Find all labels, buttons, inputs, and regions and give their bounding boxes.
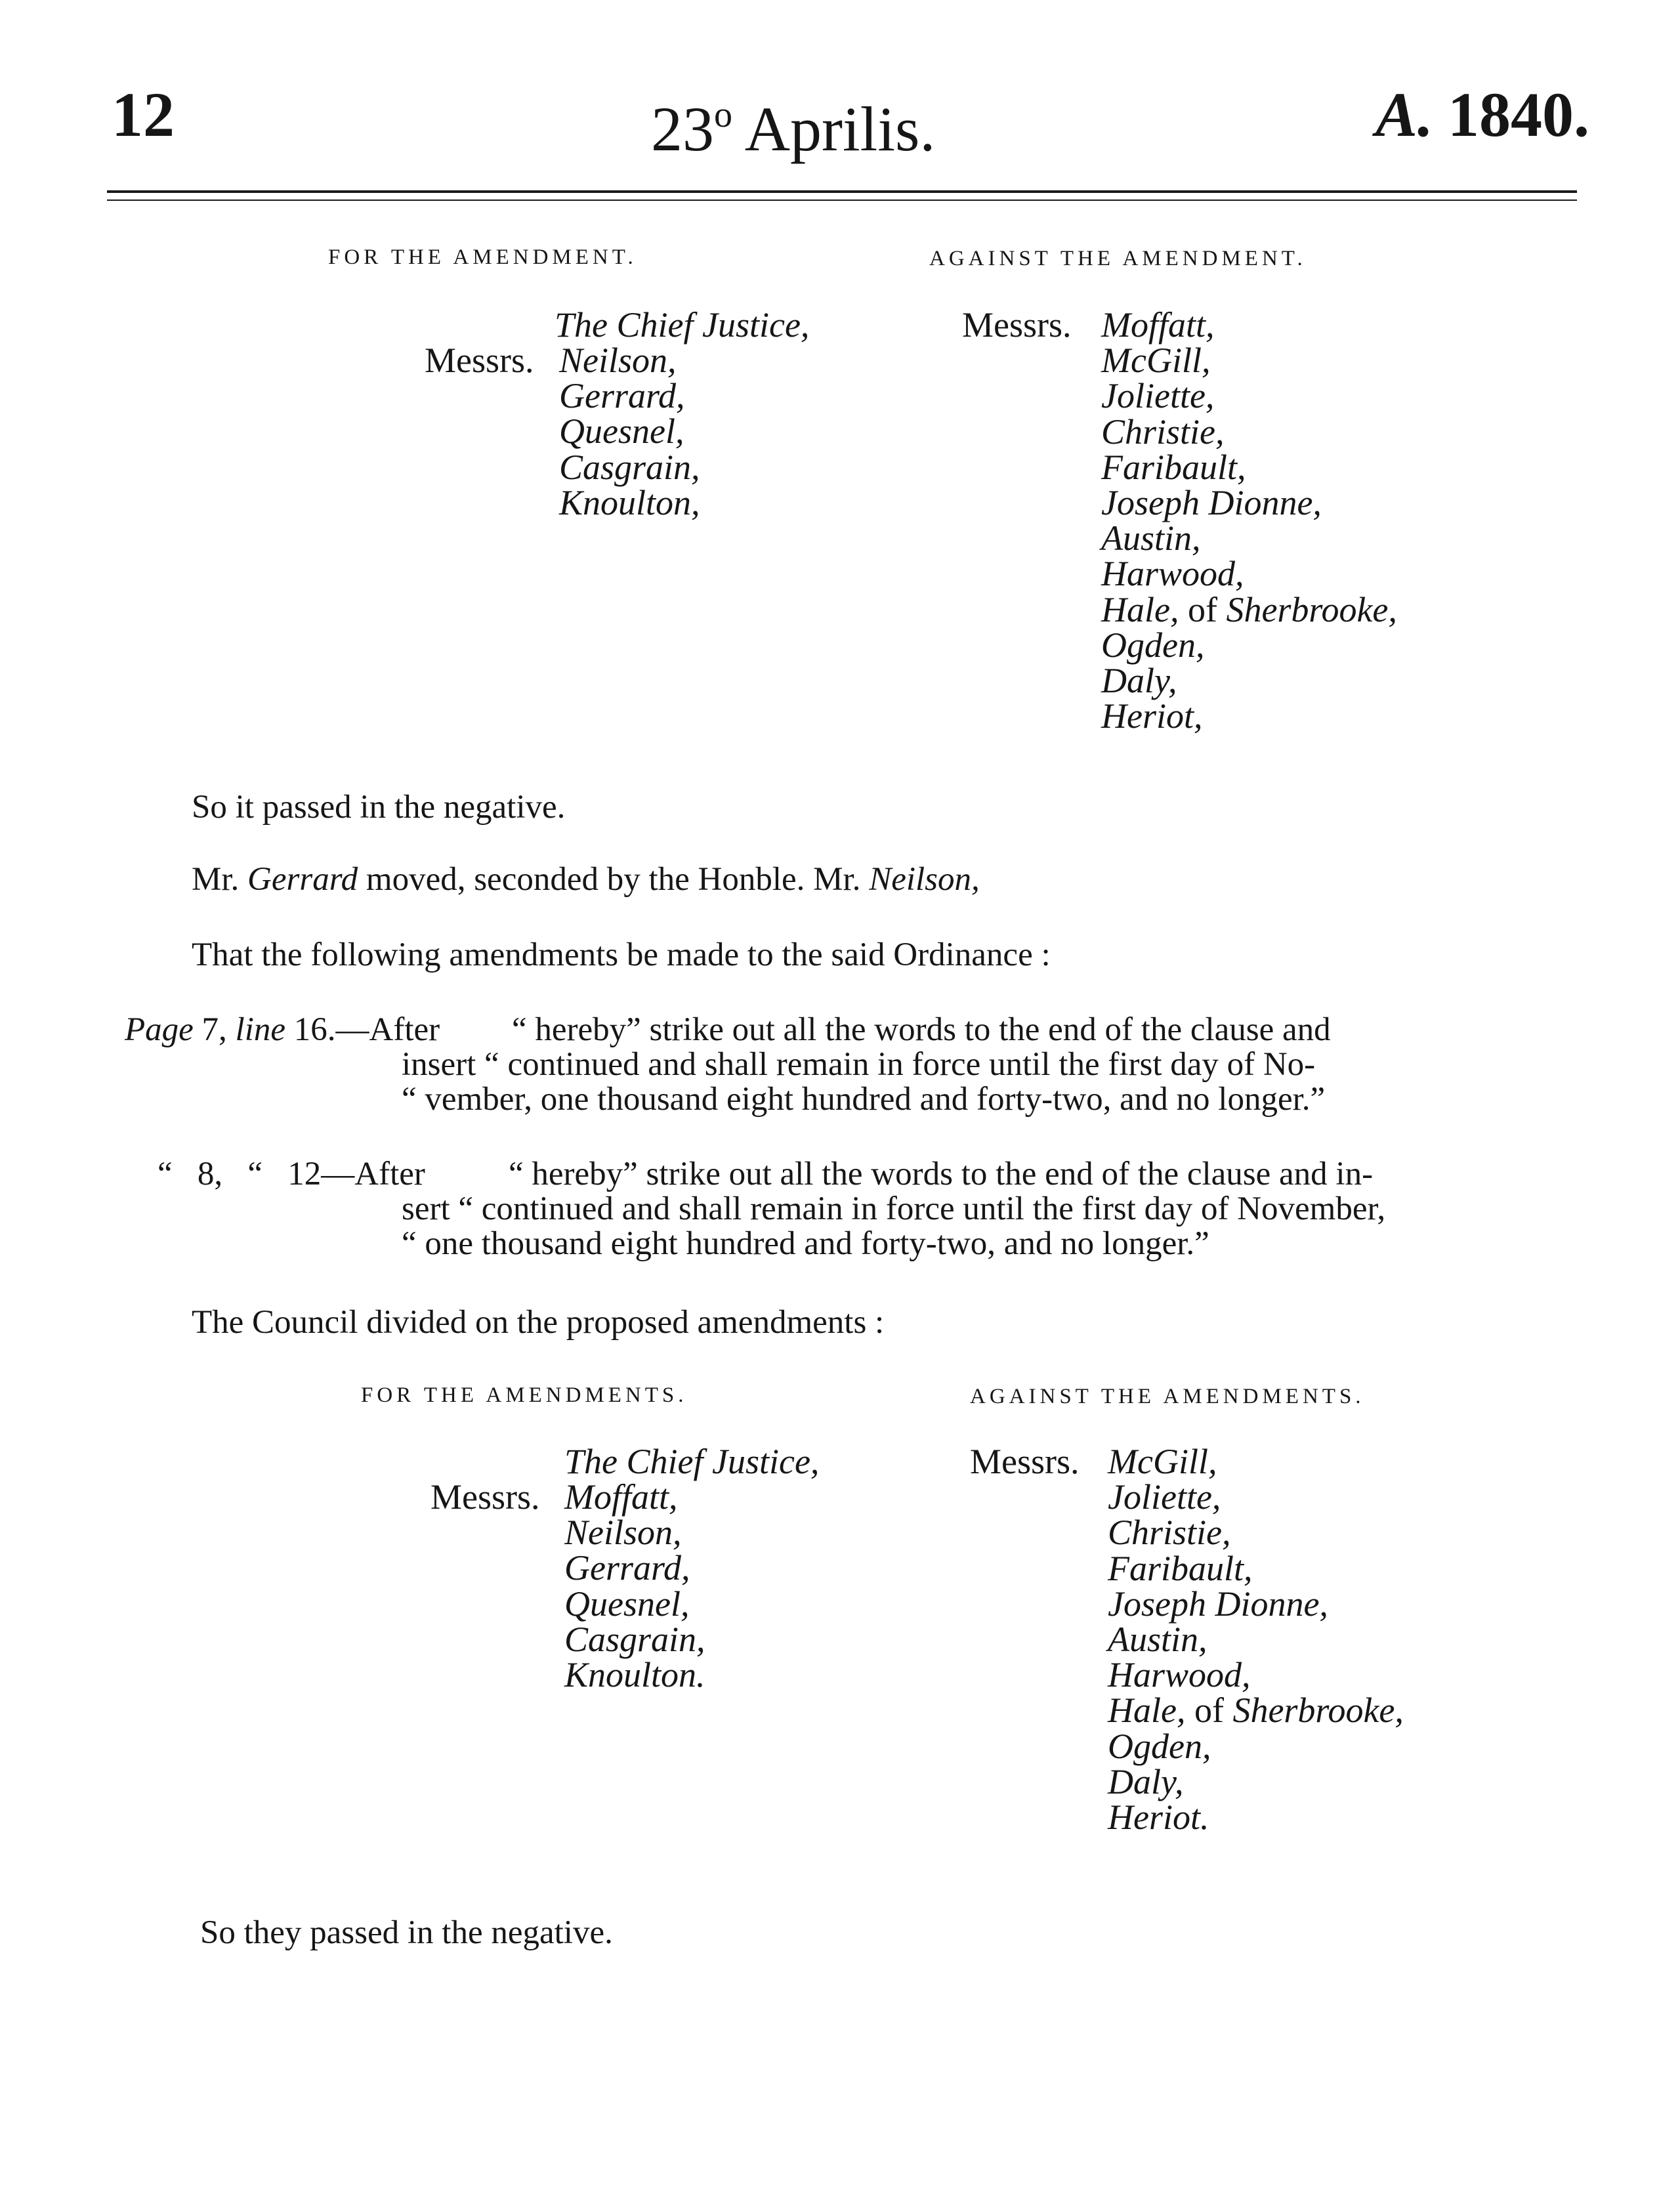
amendment-1-line-3: “ vember, one thousand eight hundred and forty-two, and no longer.”: [402, 1081, 1326, 1118]
member-name: Neilson,: [564, 1513, 682, 1553]
page-date: [651, 79, 935, 165]
division2-against-messrs: Messrs.: [970, 1442, 1080, 1481]
division2-for-list: [564, 1479, 705, 1692]
amendment-2-line-3: “ one thousand eight hundred and forty-two, and no longer.”: [402, 1225, 1209, 1262]
division2-for-first: The Chief Justice,: [564, 1442, 820, 1481]
of-word: of: [1187, 589, 1217, 629]
member-name: McGill,: [1101, 341, 1211, 381]
ditto-mark: “: [247, 1156, 263, 1192]
line-num: 12—After: [287, 1156, 425, 1192]
page-year: [1376, 79, 1589, 151]
member-name: Heriot,: [1101, 696, 1203, 736]
moved-text: moved, seconded by the Honble. Mr.: [366, 861, 861, 898]
date-month: Aprilis.: [744, 94, 936, 164]
division1-result: So it passed in the negative.: [192, 789, 566, 826]
amendment-1-ref: [125, 1013, 440, 1047]
division2-for-heading: FOR THE AMENDMENTS.: [361, 1383, 688, 1407]
member-name-hale: [1101, 589, 1397, 629]
amendment-2-line-2: sert “ continued and shall remain in force until the first day of November,: [402, 1190, 1386, 1227]
member-name: Quesnel,: [559, 411, 684, 452]
division1-for-messrs: Messrs.: [425, 341, 534, 380]
year-prefix: A.: [1376, 79, 1434, 150]
amendment-1-line-1: “ hereby” strike out all the words to the end of the clause and: [512, 1011, 1331, 1048]
header-rule-thick: [107, 190, 1577, 193]
division2-against-heading: AGAINST THE AMENDMENTS.: [970, 1385, 1365, 1408]
amendment-2-ref: [158, 1157, 425, 1192]
amendment-2-line-1: “ hereby” strike out all the words to the end of the clause and in-: [509, 1156, 1374, 1192]
place-name: Sherbrooke,: [1232, 1691, 1404, 1731]
member-name: Austin,: [1108, 1619, 1208, 1659]
member-name: Ogden,: [1108, 1726, 1211, 1766]
ditto-mark: “: [158, 1156, 173, 1192]
division1-for-list: [559, 343, 700, 520]
member-name: Christie,: [1108, 1513, 1231, 1553]
member-name: Gerrard,: [559, 376, 685, 416]
member-name: Faribault,: [1101, 447, 1246, 487]
division2-result: So they passed in the negative.: [200, 1914, 613, 1951]
member-name: McGill,: [1108, 1442, 1217, 1481]
member-name: Neilson,: [559, 341, 677, 380]
member-name: Joseph Dionne,: [1101, 482, 1322, 522]
member-name: Moffatt,: [564, 1477, 678, 1517]
division1-against-messrs: Messrs.: [962, 305, 1072, 345]
division2-for-messrs: Messrs.: [430, 1477, 540, 1517]
date-superscript: o: [714, 95, 732, 135]
mr-label: Mr.: [192, 861, 240, 898]
line-label: line: [235, 1011, 286, 1048]
member-name: Quesnel,: [564, 1584, 690, 1624]
member-name: Casgrain,: [564, 1619, 705, 1659]
member-name: Knoulton,: [559, 482, 700, 522]
division1-against-heading: AGAINST THE AMENDMENT.: [929, 247, 1307, 270]
member-name: Gerrard,: [564, 1548, 690, 1588]
page-number: 12: [112, 79, 175, 150]
member-name: Austin,: [1101, 518, 1201, 558]
member-name: Harwood,: [1108, 1655, 1251, 1695]
member-name-hale: [1108, 1691, 1404, 1731]
line-num: 16.—After: [293, 1011, 440, 1048]
member-name: Ogden,: [1101, 625, 1205, 665]
member-name: Faribault,: [1108, 1548, 1253, 1588]
division1-against-list: [1101, 307, 1397, 734]
division2-intro: The Council divided on the proposed amendments :: [192, 1304, 885, 1341]
date-day: 23: [651, 94, 714, 164]
member-name: Hale,: [1101, 589, 1179, 629]
motion-line: [192, 860, 980, 899]
motion-that: That the following amendments be made to the said Ordinance :: [192, 936, 1051, 973]
member-name: Moffatt,: [1101, 305, 1215, 345]
member-name: Casgrain,: [559, 447, 700, 487]
division2-against-list: [1108, 1444, 1404, 1835]
amendment-1-line-2: insert “ continued and shall remain in force until the first day of No-: [402, 1046, 1316, 1083]
member-name: Joliette,: [1108, 1477, 1221, 1517]
member-name: Daly,: [1101, 660, 1177, 700]
header-rule-thin: [107, 200, 1577, 201]
place-name: Sherbrooke,: [1226, 589, 1397, 629]
seconder-name: Neilson,: [869, 861, 980, 898]
mover-name: Gerrard: [247, 861, 358, 898]
member-name: Christie,: [1101, 411, 1225, 452]
of-word: of: [1194, 1691, 1224, 1731]
page-num: 8,: [197, 1156, 223, 1192]
page-num: 7,: [201, 1011, 227, 1048]
member-name: Knoulton.: [564, 1654, 705, 1694]
member-name: Hale,: [1108, 1691, 1186, 1731]
member-name: Daly,: [1108, 1761, 1184, 1801]
division1-for-heading: FOR THE AMENDMENT.: [328, 245, 637, 269]
member-name: Joliette,: [1101, 376, 1215, 416]
year-value: 1840.: [1448, 79, 1590, 150]
page-label: Page: [125, 1011, 194, 1048]
member-name: Heriot.: [1108, 1797, 1209, 1837]
division1-for-first: The Chief Justice,: [555, 305, 810, 345]
member-name: Harwood,: [1101, 554, 1244, 594]
member-name: Joseph Dionne,: [1108, 1584, 1328, 1624]
